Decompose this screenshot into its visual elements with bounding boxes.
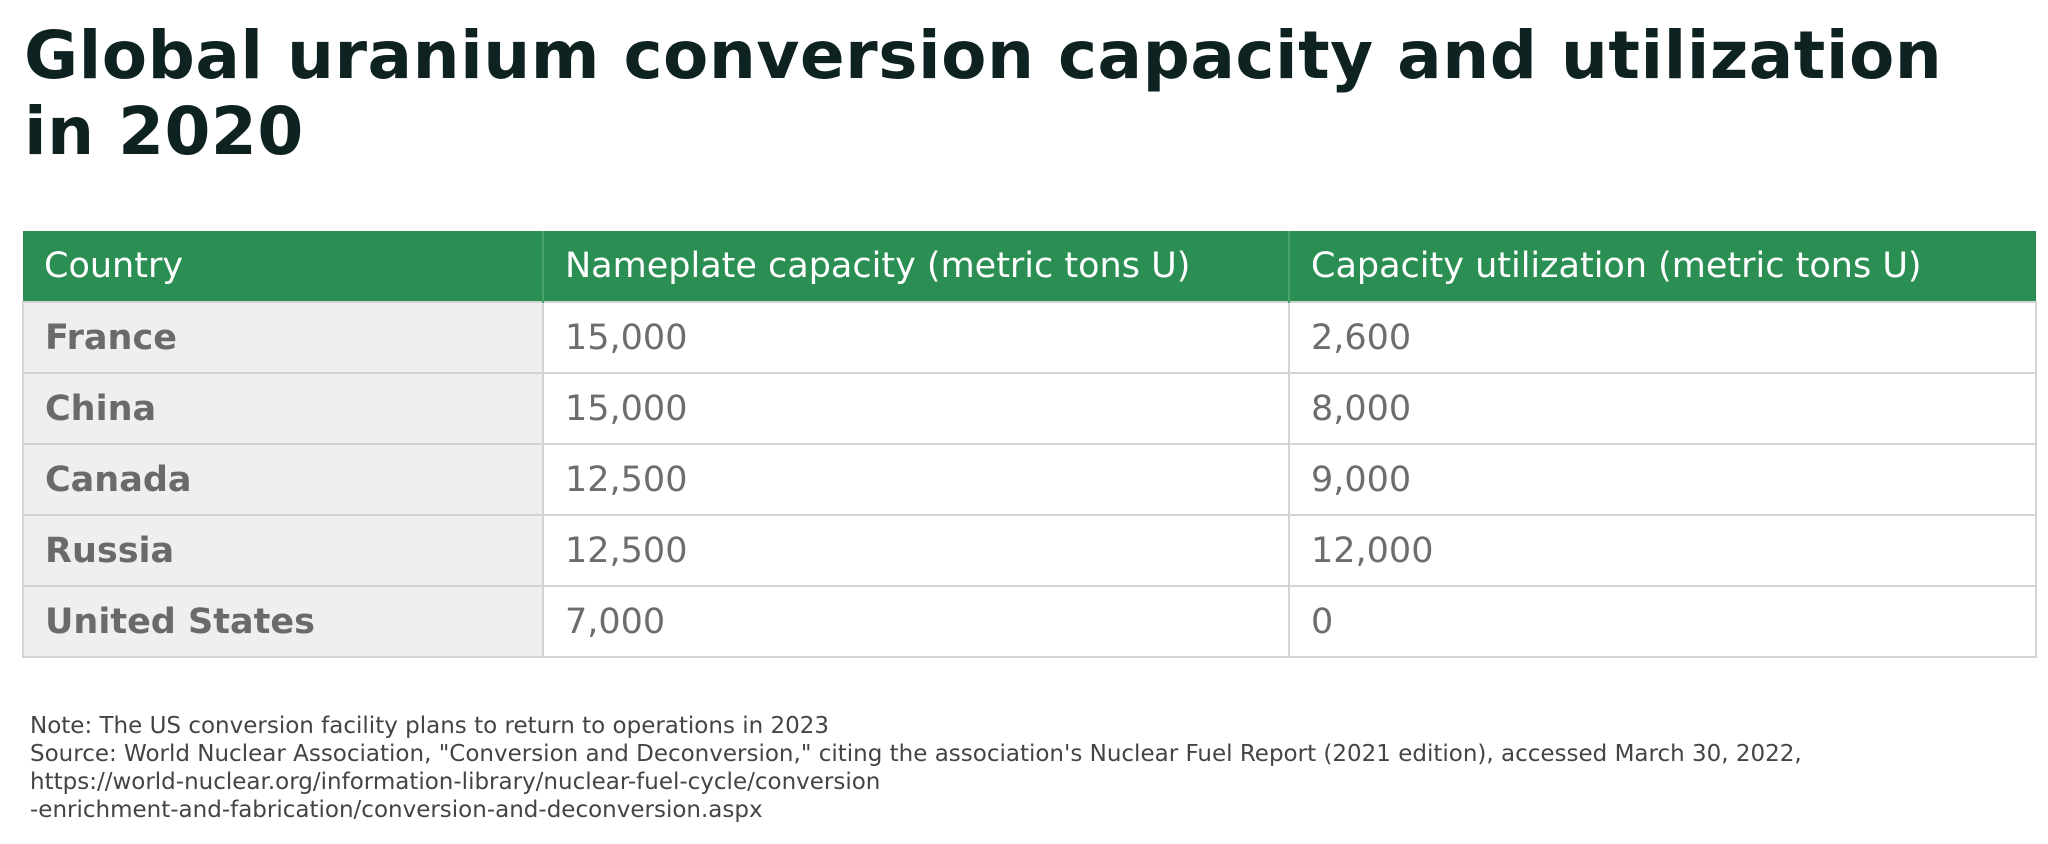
country-cell: Russia: [23, 515, 543, 586]
data-table-container: [22, 231, 2035, 658]
country-cell: China: [23, 373, 543, 444]
footnotes: [30, 712, 2020, 824]
note-text: Note: The US conversion facility plans to return to operations in 2023: [30, 713, 830, 739]
utilization-cell: 9,000: [1289, 444, 2036, 515]
table-row: [23, 373, 2036, 444]
country-cell: United States: [23, 586, 543, 657]
country-cell: France: [23, 302, 543, 373]
capacity-cell: 7,000: [543, 586, 1289, 657]
source-line: Source: World Nuclear Association, "Conversion and Deconversion," citing the association's Nuclear Fuel Report (2021 edition), accessed March 30, 2022,: [30, 741, 1802, 767]
utilization-cell: 2,600: [1289, 302, 2036, 373]
utilization-cell: 12,000: [1289, 515, 2036, 586]
utilization-cell: 8,000: [1289, 373, 2036, 444]
table-header-row: [23, 231, 2036, 302]
table-row: [23, 586, 2036, 657]
utilization-cell: 0: [1289, 586, 2036, 657]
table-row: [23, 515, 2036, 586]
capacity-cell: 12,500: [543, 444, 1289, 515]
source-url-line: -enrichment-and-fabrication/conversion-and-deconversion.aspx: [30, 797, 763, 823]
column-header-capacity: Nameplate capacity (metric tons U): [543, 231, 1289, 302]
capacity-cell: 15,000: [543, 373, 1289, 444]
column-header-utilization: Capacity utilization (metric tons U): [1289, 231, 2036, 302]
table-row: [23, 444, 2036, 515]
capacity-cell: 15,000: [543, 302, 1289, 373]
source-url-line: https://world-nuclear.org/information-library/nuclear-fuel-cycle/conversion: [30, 769, 881, 795]
table-row: [23, 302, 2036, 373]
country-cell: Canada: [23, 444, 543, 515]
capacity-table: [22, 231, 2037, 658]
chart-title: Global uranium conversion capacity and utilization in 2020: [24, 17, 1943, 170]
capacity-cell: 12,500: [543, 515, 1289, 586]
column-header-country: Country: [23, 231, 543, 302]
